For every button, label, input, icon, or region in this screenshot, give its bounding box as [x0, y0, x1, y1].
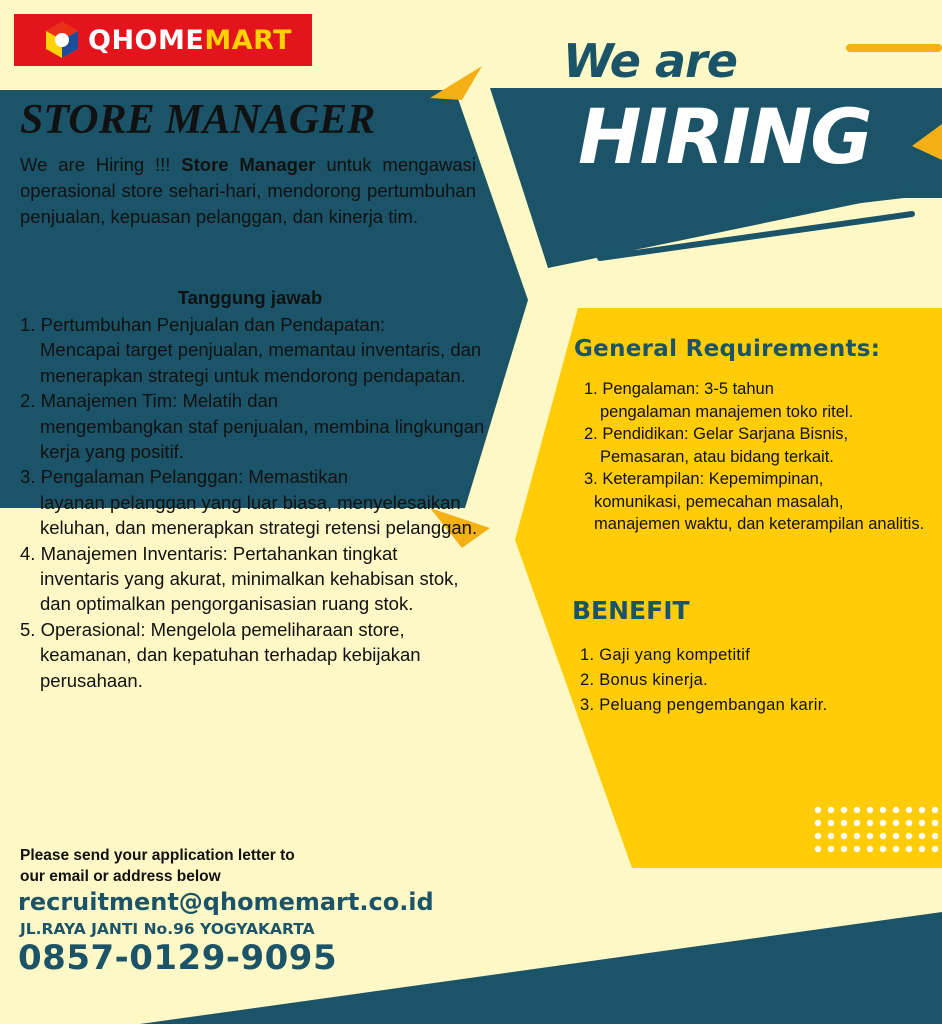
- list-item-continuation: pengalaman manajemen toko ritel.: [600, 402, 854, 421]
- decorative-dot: [854, 833, 860, 839]
- list-item: [584, 468, 934, 536]
- logo-hexagon-icon: [42, 20, 82, 60]
- list-item-first-line: 5. Operasional: Mengelola pemeliharaan store,: [20, 618, 405, 640]
- decorative-dot: [893, 820, 899, 826]
- decorative-dot: [841, 820, 847, 826]
- orange-accent-top: [430, 66, 482, 100]
- list-item-continuation: Pemasaran, atau bidang terkait.: [600, 447, 834, 466]
- decorative-dot: [854, 846, 860, 852]
- list-item-first-line: 2. Pendidikan: Gelar Sarjana Bisnis,: [584, 425, 849, 443]
- benefit-title: BENEFIT: [572, 596, 690, 625]
- logo-text-qhome: QHOME: [88, 24, 205, 56]
- list-item: [20, 541, 490, 617]
- decorative-dot: [932, 833, 938, 839]
- decorative-dot: [841, 833, 847, 839]
- list-item-first-line: 3. Pengalaman Pelanggan: Memastikan: [20, 466, 349, 488]
- list-item-first-line: 4. Manajemen Inventaris: Pertahankan tingkat: [20, 542, 398, 564]
- list-item-continuation: Mencapai target penjualan, memantau inventaris, dan menerapkan strategi untuk mendorong pendapatan.: [40, 339, 482, 386]
- email-address[interactable]: recruitment@qhomemart.co.id: [18, 888, 434, 916]
- benefit-list: [580, 643, 828, 718]
- list-item-continuation: inventaris yang akurat, minimalkan kehabisan stok, dan optimalkan pengorganisasian ruang stok.: [40, 568, 459, 615]
- apply-line-2: our email or address below: [20, 868, 221, 885]
- list-item: 1. Gaji yang kompetitif: [580, 646, 751, 664]
- decorative-dot: [828, 846, 834, 852]
- decorative-dot: [815, 820, 821, 826]
- requirements-title: General Requirements:: [574, 336, 881, 362]
- decorative-dot: [932, 846, 938, 852]
- street-address: JL.RAYA JANTI No.96 YOGYAKARTA: [20, 920, 315, 938]
- apply-instructions: [20, 845, 295, 887]
- decorative-dot: [932, 820, 938, 826]
- responsibilities-title: Tanggung jawab: [177, 287, 323, 308]
- list-item: [20, 312, 490, 388]
- list-item: [20, 617, 490, 693]
- responsibilities-list: [20, 312, 490, 693]
- list-item: 3. Peluang pengembangan karir.: [580, 696, 828, 714]
- decorative-dot: [815, 807, 821, 813]
- job-title: STORE MANAGER: [20, 97, 376, 143]
- list-item: [20, 388, 490, 464]
- decorative-dot: [880, 833, 886, 839]
- logo: [14, 14, 312, 66]
- decorative-dot: [841, 846, 847, 852]
- list-item-first-line: 2. Manajemen Tim: Melatih dan: [20, 390, 279, 412]
- intro-lead: We are Hiring !!!: [20, 154, 171, 175]
- decorative-dot: [880, 807, 886, 813]
- decorative-dot: [932, 807, 938, 813]
- list-item: [584, 423, 934, 468]
- decorative-dot: [815, 833, 821, 839]
- list-item-continuation: layanan pelanggan yang luar biasa, menyelesaikan keluhan, dan menerapkan strategi retensi pelanggan.: [40, 491, 478, 539]
- decorative-dot: [906, 846, 912, 852]
- intro-role: Store Manager: [181, 154, 316, 175]
- job-intro: [20, 152, 476, 230]
- requirements-list: [584, 378, 934, 536]
- logo-text: [88, 25, 292, 56]
- list-item: [20, 464, 490, 540]
- decorative-dot: [919, 833, 925, 839]
- decorative-dot: [893, 846, 899, 852]
- decorative-dot: [893, 807, 899, 813]
- decorative-dot: [815, 846, 821, 852]
- list-item-first-line: 1. Pengalaman: 3-5 tahun: [584, 380, 774, 398]
- decorative-dot: [841, 807, 847, 813]
- intro-rest: untuk mengawasi operasional store sehari-hari, mendorong pertumbuhan penjualan, kepuasan pelanggan, dan kinerja tim.: [20, 154, 477, 227]
- decorative-dot: [880, 820, 886, 826]
- list-item: [584, 378, 934, 423]
- decorative-dot: [828, 820, 834, 826]
- decorative-dot: [867, 807, 873, 813]
- hiring-heading: HIRING: [578, 92, 871, 181]
- decorative-dot: [919, 820, 925, 826]
- apply-line-1: Please send your application letter to: [20, 847, 295, 864]
- logo-text-mart: MART: [204, 24, 293, 56]
- decorative-dot: [867, 820, 873, 826]
- list-item-continuation: mengembangkan staf penjualan, membina lingkungan kerja yang positif.: [40, 415, 485, 463]
- decorative-dot: [893, 833, 899, 839]
- decorative-dot: [906, 807, 912, 813]
- decorative-dot: [828, 807, 834, 813]
- decorative-dot: [906, 820, 912, 826]
- orange-stroke: [846, 44, 942, 52]
- decorative-dot: [854, 820, 860, 826]
- decorative-dot: [828, 833, 834, 839]
- we-are-heading: We are: [563, 34, 737, 88]
- phone-number[interactable]: 0857-0129-9095: [18, 938, 338, 978]
- decorative-dot: [867, 833, 873, 839]
- list-item-first-line: 3. Keterampilan: Kepemimpinan,: [584, 470, 824, 488]
- list-item: 2. Bonus kinerja.: [580, 671, 709, 689]
- decorative-dot: [880, 846, 886, 852]
- decorative-dot: [919, 846, 925, 852]
- list-item-first-line: 1. Pertumbuhan Penjualan dan Pendapatan:: [20, 314, 386, 335]
- list-item-continuation: komunikasi, pemecahan masalah, manajemen waktu, dan keterampilan analitis.: [594, 492, 925, 533]
- decorative-dot: [906, 833, 912, 839]
- decorative-dot: [854, 807, 860, 813]
- decorative-dot: [867, 846, 873, 852]
- list-item-continuation: keamanan, dan kepatuhan terhadap kebijakan perusahaan.: [40, 644, 421, 691]
- decorative-dot: [919, 807, 925, 813]
